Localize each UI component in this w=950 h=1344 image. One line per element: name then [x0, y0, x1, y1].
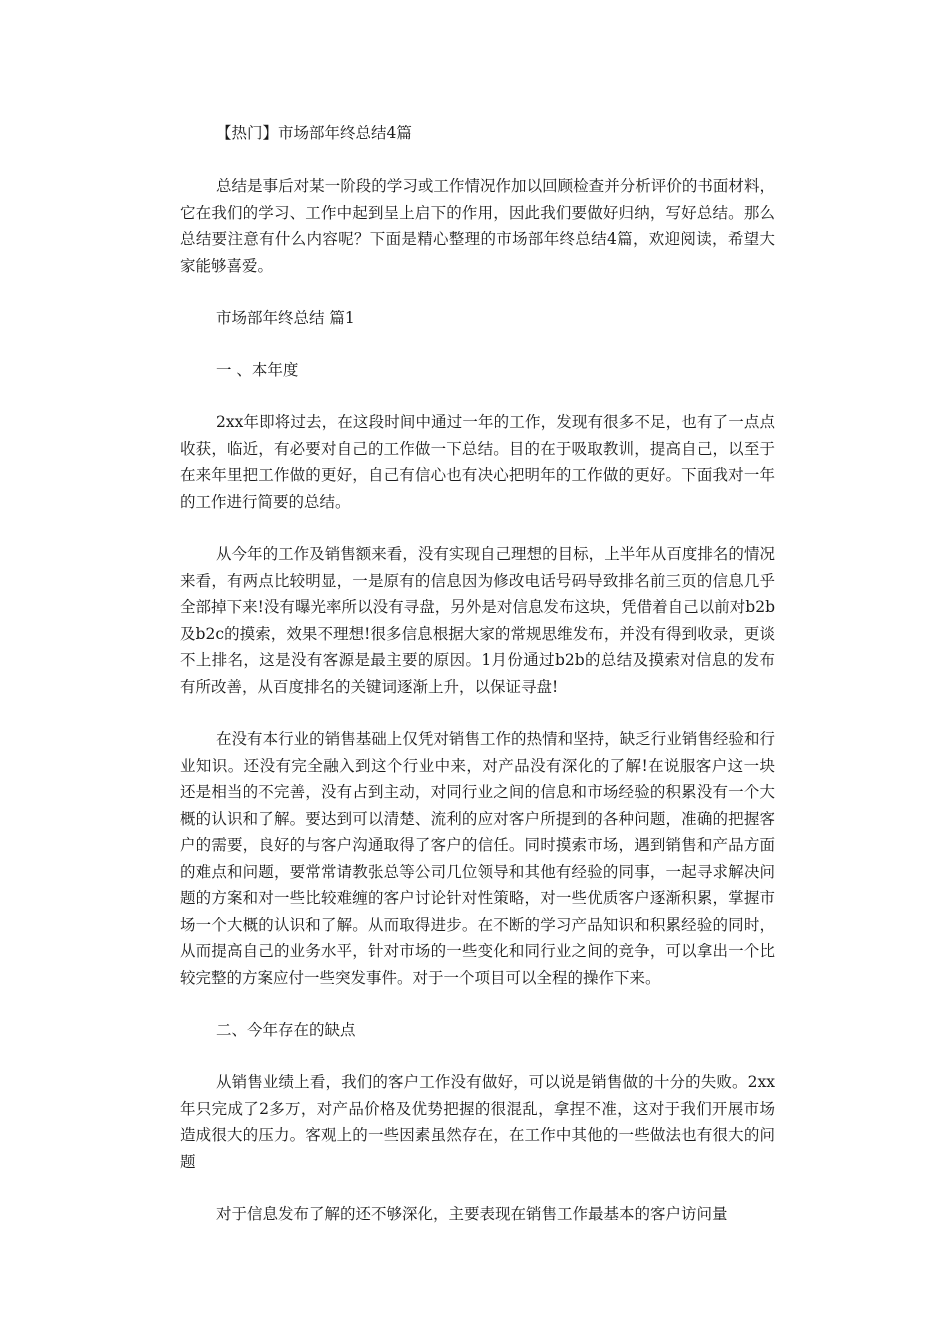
body-paragraph: 从销售业绩上看，我们的客户工作没有做好，可以说是销售做的十分的失败。2xx年只完成了2多万，对产品价格及优势把握的很混乱，拿捏不准，这对于我们开展市场造成很大的压力。客观上的一些因素虽然存在，在工作中其他的一些做法也有很大的问题 — [180, 1073, 775, 1171]
heading-shortcomings: 二、今年存在的缺点 — [216, 1021, 356, 1039]
document-title: 【热门】市场部年终总结4篇 — [216, 124, 412, 142]
body-paragraph: 从今年的工作及销售额来看，没有实现自己理想的目标，上半年从百度排名的情况来看，有两点比较明显，一是原有的信息因为修改电话号码导致排名前三页的信息几乎全部掉下来!没有曝光率所以没有寻盘，另外是对信息发布这块，凭借着自己以前对b2b及b2c的摸索，效果不理想!很多信息根据大家的常规思维发布，并没有得到收录，更谈不上排名，这是没有客源是最主要的原因。1月份通过b2b的总结及摸索对信息的发布有所改善，从百度排名的关键词逐渐上升，以保证寻盘! — [180, 545, 775, 696]
section-title: 市场部年终总结 篇1 — [216, 309, 355, 327]
intro-paragraph: 总结是事后对某一阶段的学习或工作情况作加以回顾检查并分析评价的书面材料，它在我们的学习、工作中起到呈上启下的作用，因此我们要做好归纳，写好总结。那么总结要注意有什么内容呢？下面是精心整理的市场部年终总结4篇，欢迎阅读，希望大家能够喜爱。 — [180, 177, 775, 275]
body-paragraph: 2xx年即将过去，在这段时间中通过一年的工作，发现有很多不足，也有了一点点收获，临近，有必要对自己的工作做一下总结。目的在于吸取教训，提高自己，以至于在来年里把工作做的更好，自己有信心也有决心把明年的工作做的更好。下面我对一年的工作进行简要的总结。 — [180, 413, 775, 511]
body-paragraph: 在没有本行业的销售基础上仅凭对销售工作的热情和坚持，缺乏行业销售经验和行业知识。还没有完全融入到这个行业中来，对产品没有深化的了解!在说服客户这一块还是相当的不完善，没有占到主动，对同行业之间的信息和市场经验的积累没有一个大概的认识和了解。要达到可以清楚、流利的应对客户所提到的各种问题，准确的把握客户的需要，良好的与客户沟通取得了客户的信任。同时摸索市场，遇到销售和产品方面的难点和问题，要常常请教张总等公司几位领导和其他有经验的同事，一起寻求解决问题的方案和对一些比较难缠的客户讨论针对性策略，对一些优质客户逐渐积累，掌握市场一个大概的认识和了解。从而取得进步。在不断的学习产品知识和积累经验的同时，从而提高自己的业务水平，针对市场的一些变化和同行业之间的竞争，可以拿出一个比较完整的方案应付一些突发事件。对于一个项目可以全程的操作下来。 — [180, 730, 775, 987]
body-paragraph: 对于信息发布了解的还不够深化，主要表现在销售工作最基本的客户访问量 — [216, 1205, 728, 1223]
heading-this-year: 一 、本年度 — [216, 361, 299, 379]
document-page — [180, 120, 775, 1228]
